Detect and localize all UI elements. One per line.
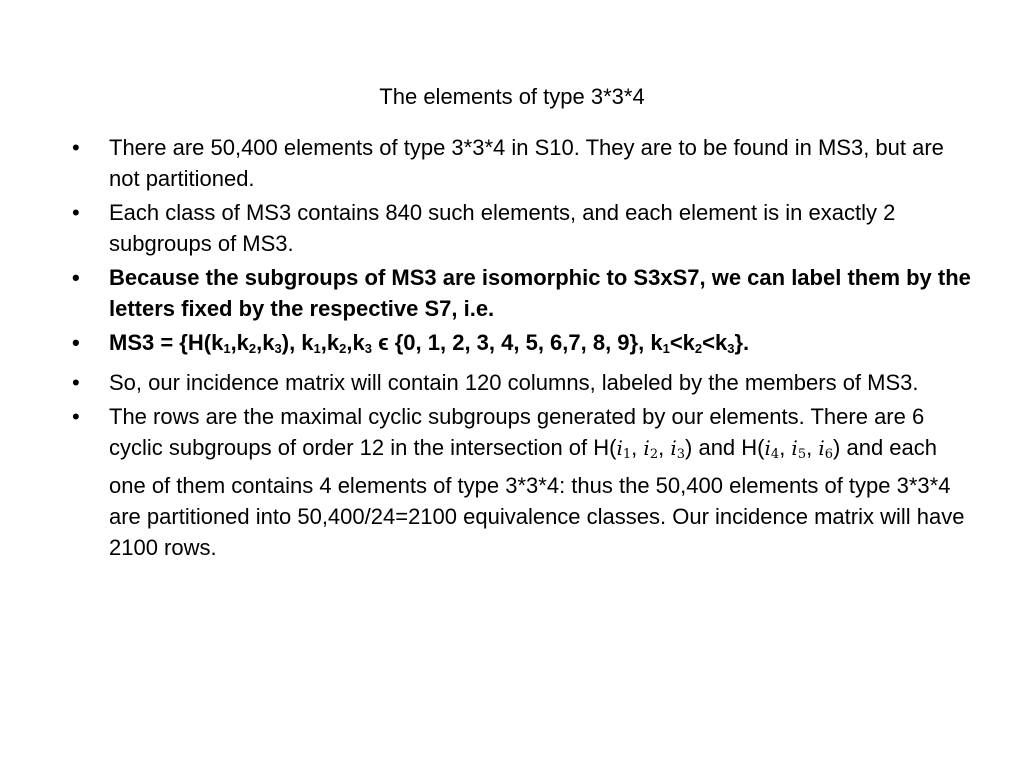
text-fragment: ), k <box>281 330 314 355</box>
bullet-item <box>72 401 972 563</box>
bullet-dot: • <box>72 330 80 355</box>
separator: , <box>658 435 671 460</box>
subscript: 2 <box>248 341 257 356</box>
text-fragment: ) and H( <box>685 435 765 460</box>
math-var: i <box>670 436 677 460</box>
bullet-text: Each class of MS3 contains 840 such elements, and each element is in exactly 2 subgroups of MS3. <box>109 200 896 256</box>
bullet-text: There are 50,400 elements of type 3*3*4 in S10. They are to be found in MS3, but are not partitioned. <box>109 135 944 191</box>
text-fragment: }. <box>734 330 750 355</box>
math-i2 <box>643 436 658 460</box>
subscript: 5 <box>797 447 807 462</box>
text-fragment: <k <box>669 330 695 355</box>
subscript: 2 <box>694 341 703 356</box>
text-fragment: ,k <box>320 330 340 355</box>
separator: , <box>631 435 644 460</box>
subscript: 1 <box>622 447 632 462</box>
separator: , <box>779 435 792 460</box>
math-i3 <box>670 436 685 460</box>
bullet-dot: • <box>72 200 80 225</box>
text-fragment: ,k <box>346 330 365 355</box>
bullet-text: So, our incidence matrix will contain 120 columns, labeled by the members of MS3. <box>109 370 919 395</box>
bullet-dot: • <box>72 404 80 429</box>
ms3-definition <box>109 330 749 355</box>
math-var: i <box>616 436 623 460</box>
math-var: i <box>818 436 825 460</box>
bullet-item <box>72 367 972 398</box>
bullet-item <box>72 262 972 324</box>
bullet-item <box>72 327 972 364</box>
bullet-dot: • <box>72 370 80 395</box>
subscript: 3 <box>676 447 686 462</box>
bullet-item <box>72 197 972 259</box>
subscript: 2 <box>649 447 659 462</box>
math-i5 <box>791 436 806 460</box>
subscript: 2 <box>339 341 347 356</box>
math-i4 <box>765 436 780 460</box>
subscript: 1 <box>313 341 321 356</box>
subscript: 6 <box>824 447 834 462</box>
subscript: 1 <box>223 341 231 356</box>
subscript: 3 <box>274 341 282 356</box>
rows-paragraph <box>109 404 964 560</box>
text-fragment: MS3 = {H(k <box>109 330 224 355</box>
bullet-list <box>72 132 972 566</box>
bullet-dot: • <box>72 135 80 160</box>
bullet-item <box>72 132 972 194</box>
slide-title: The elements of type 3*3*4 <box>379 84 645 109</box>
subscript: 3 <box>727 341 735 356</box>
subscript: 1 <box>662 341 670 356</box>
text-fragment: ϵ {0, 1, 2, 3, 4, 5, 6,7, 8, 9}, k <box>371 330 663 355</box>
subscript: 3 <box>364 341 372 356</box>
math-var: i <box>764 436 771 460</box>
math-var: i <box>791 436 798 460</box>
text-fragment: ) and each one of them contains 4 elements of type 3*3*4: thus the 50,400 elements of type 3*3*4 are partitioned into 50,400/24=2100 equivalence classes. Our incidence matrix will have 2100 rows. <box>109 435 965 560</box>
math-i6 <box>818 436 833 460</box>
text-fragment: ,k <box>230 330 249 355</box>
text-fragment: ,k <box>256 330 275 355</box>
separator: , <box>806 435 819 460</box>
math-i1 <box>616 436 631 460</box>
text-fragment: <k <box>702 330 728 355</box>
subscript: 4 <box>770 447 780 462</box>
bullet-text: Because the subgroups of MS3 are isomorphic to S3xS7, we can label them by the letters fixed by the respective S7, i.e. <box>109 265 971 321</box>
bullet-dot: • <box>72 265 80 290</box>
math-var: i <box>643 436 650 460</box>
text-fragment: The rows are the maximal cyclic subgroups generated by our elements. There are 6 cyclic subgroups of order 12 in the intersection of H( <box>109 404 925 460</box>
